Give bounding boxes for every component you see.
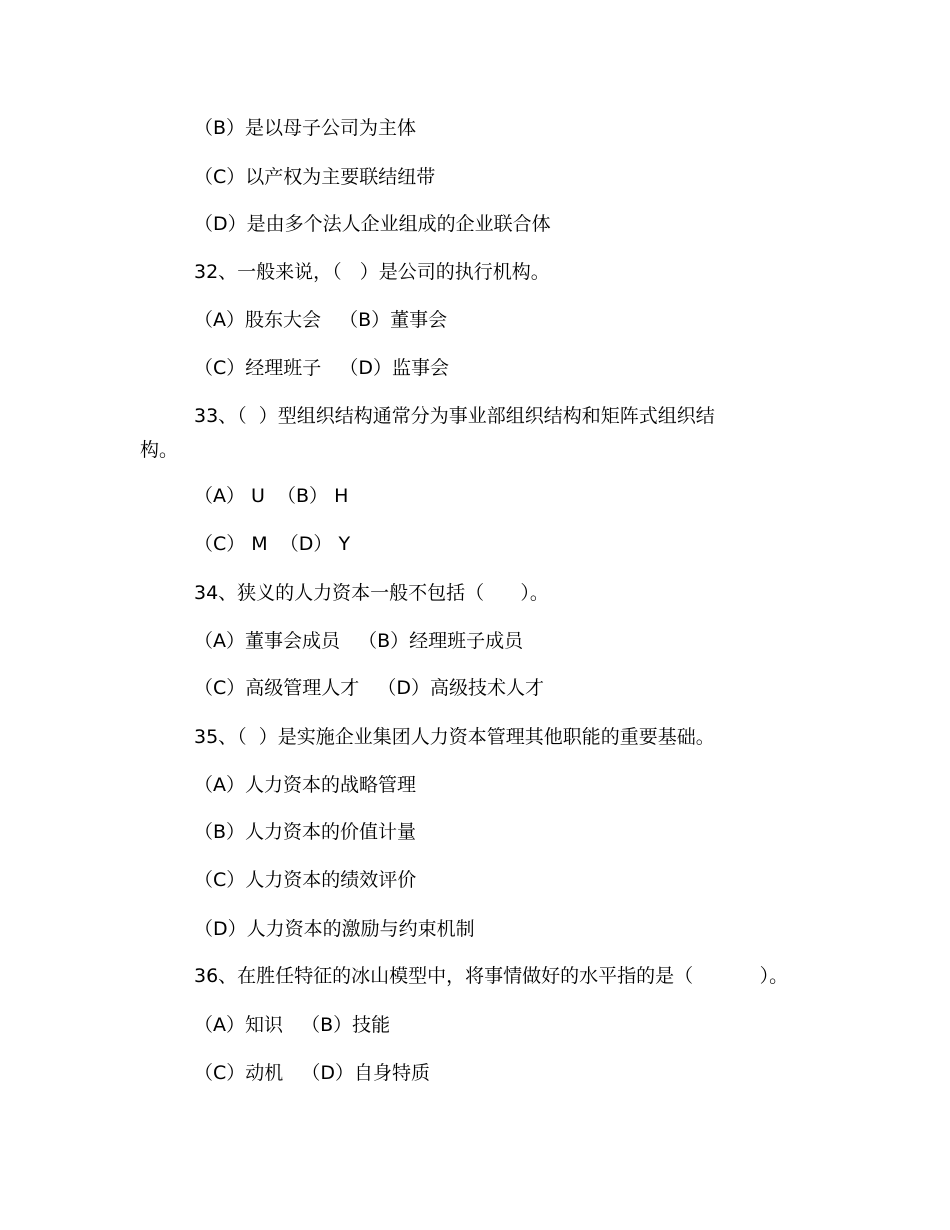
question-33-continued: 构。 bbox=[140, 439, 179, 461]
options-34-cd: （C）高级管理人才 （D）高级技术人才 bbox=[194, 677, 545, 699]
option-31-d: （D）是由多个法人企业组成的企业联合体 bbox=[194, 213, 551, 235]
options-32-ab: （A）股东大会 （B）董事会 bbox=[194, 309, 448, 331]
option-35-b: （B）人力资本的价值计量 bbox=[194, 821, 417, 843]
question-33: 33、（ ）型组织结构通常分为事业部组织结构和矩阵式组织结 bbox=[194, 405, 715, 427]
question-34: 34、狭义的人力资本一般不包括（ ）。 bbox=[194, 582, 549, 604]
option-31-b: （B）是以母子公司为主体 bbox=[194, 117, 417, 139]
option-35-d: （D）人力资本的激励与约束机制 bbox=[194, 918, 475, 940]
question-32: 32、一般来说，（ ）是公司的执行机构。 bbox=[194, 261, 550, 283]
option-35-a: （A）人力资本的战略管理 bbox=[194, 774, 416, 796]
options-33-ab: （A） U （B） H bbox=[194, 485, 349, 507]
options-33-cd: （C） M （D） Y bbox=[194, 533, 351, 555]
option-31-c: （C）以产权为主要联结纽带 bbox=[194, 166, 436, 188]
options-32-cd: （C）经理班子 （D）监事会 bbox=[194, 357, 450, 379]
option-35-c: （C）人力资本的绩效评价 bbox=[194, 869, 417, 891]
question-35: 35、（ ）是实施企业集团人力资本管理其他职能的重要基础。 bbox=[194, 726, 715, 748]
options-36-ab: （A）知识 （B）技能 bbox=[194, 1014, 391, 1036]
options-36-cd: （C）动机 （D）自身特质 bbox=[194, 1062, 431, 1084]
question-36: 36、在胜任特征的冰山模型中，将事情做好的水平指的是（ ）。 bbox=[194, 965, 789, 987]
options-34-ab: （A）董事会成员 （B）经理班子成员 bbox=[194, 630, 524, 652]
